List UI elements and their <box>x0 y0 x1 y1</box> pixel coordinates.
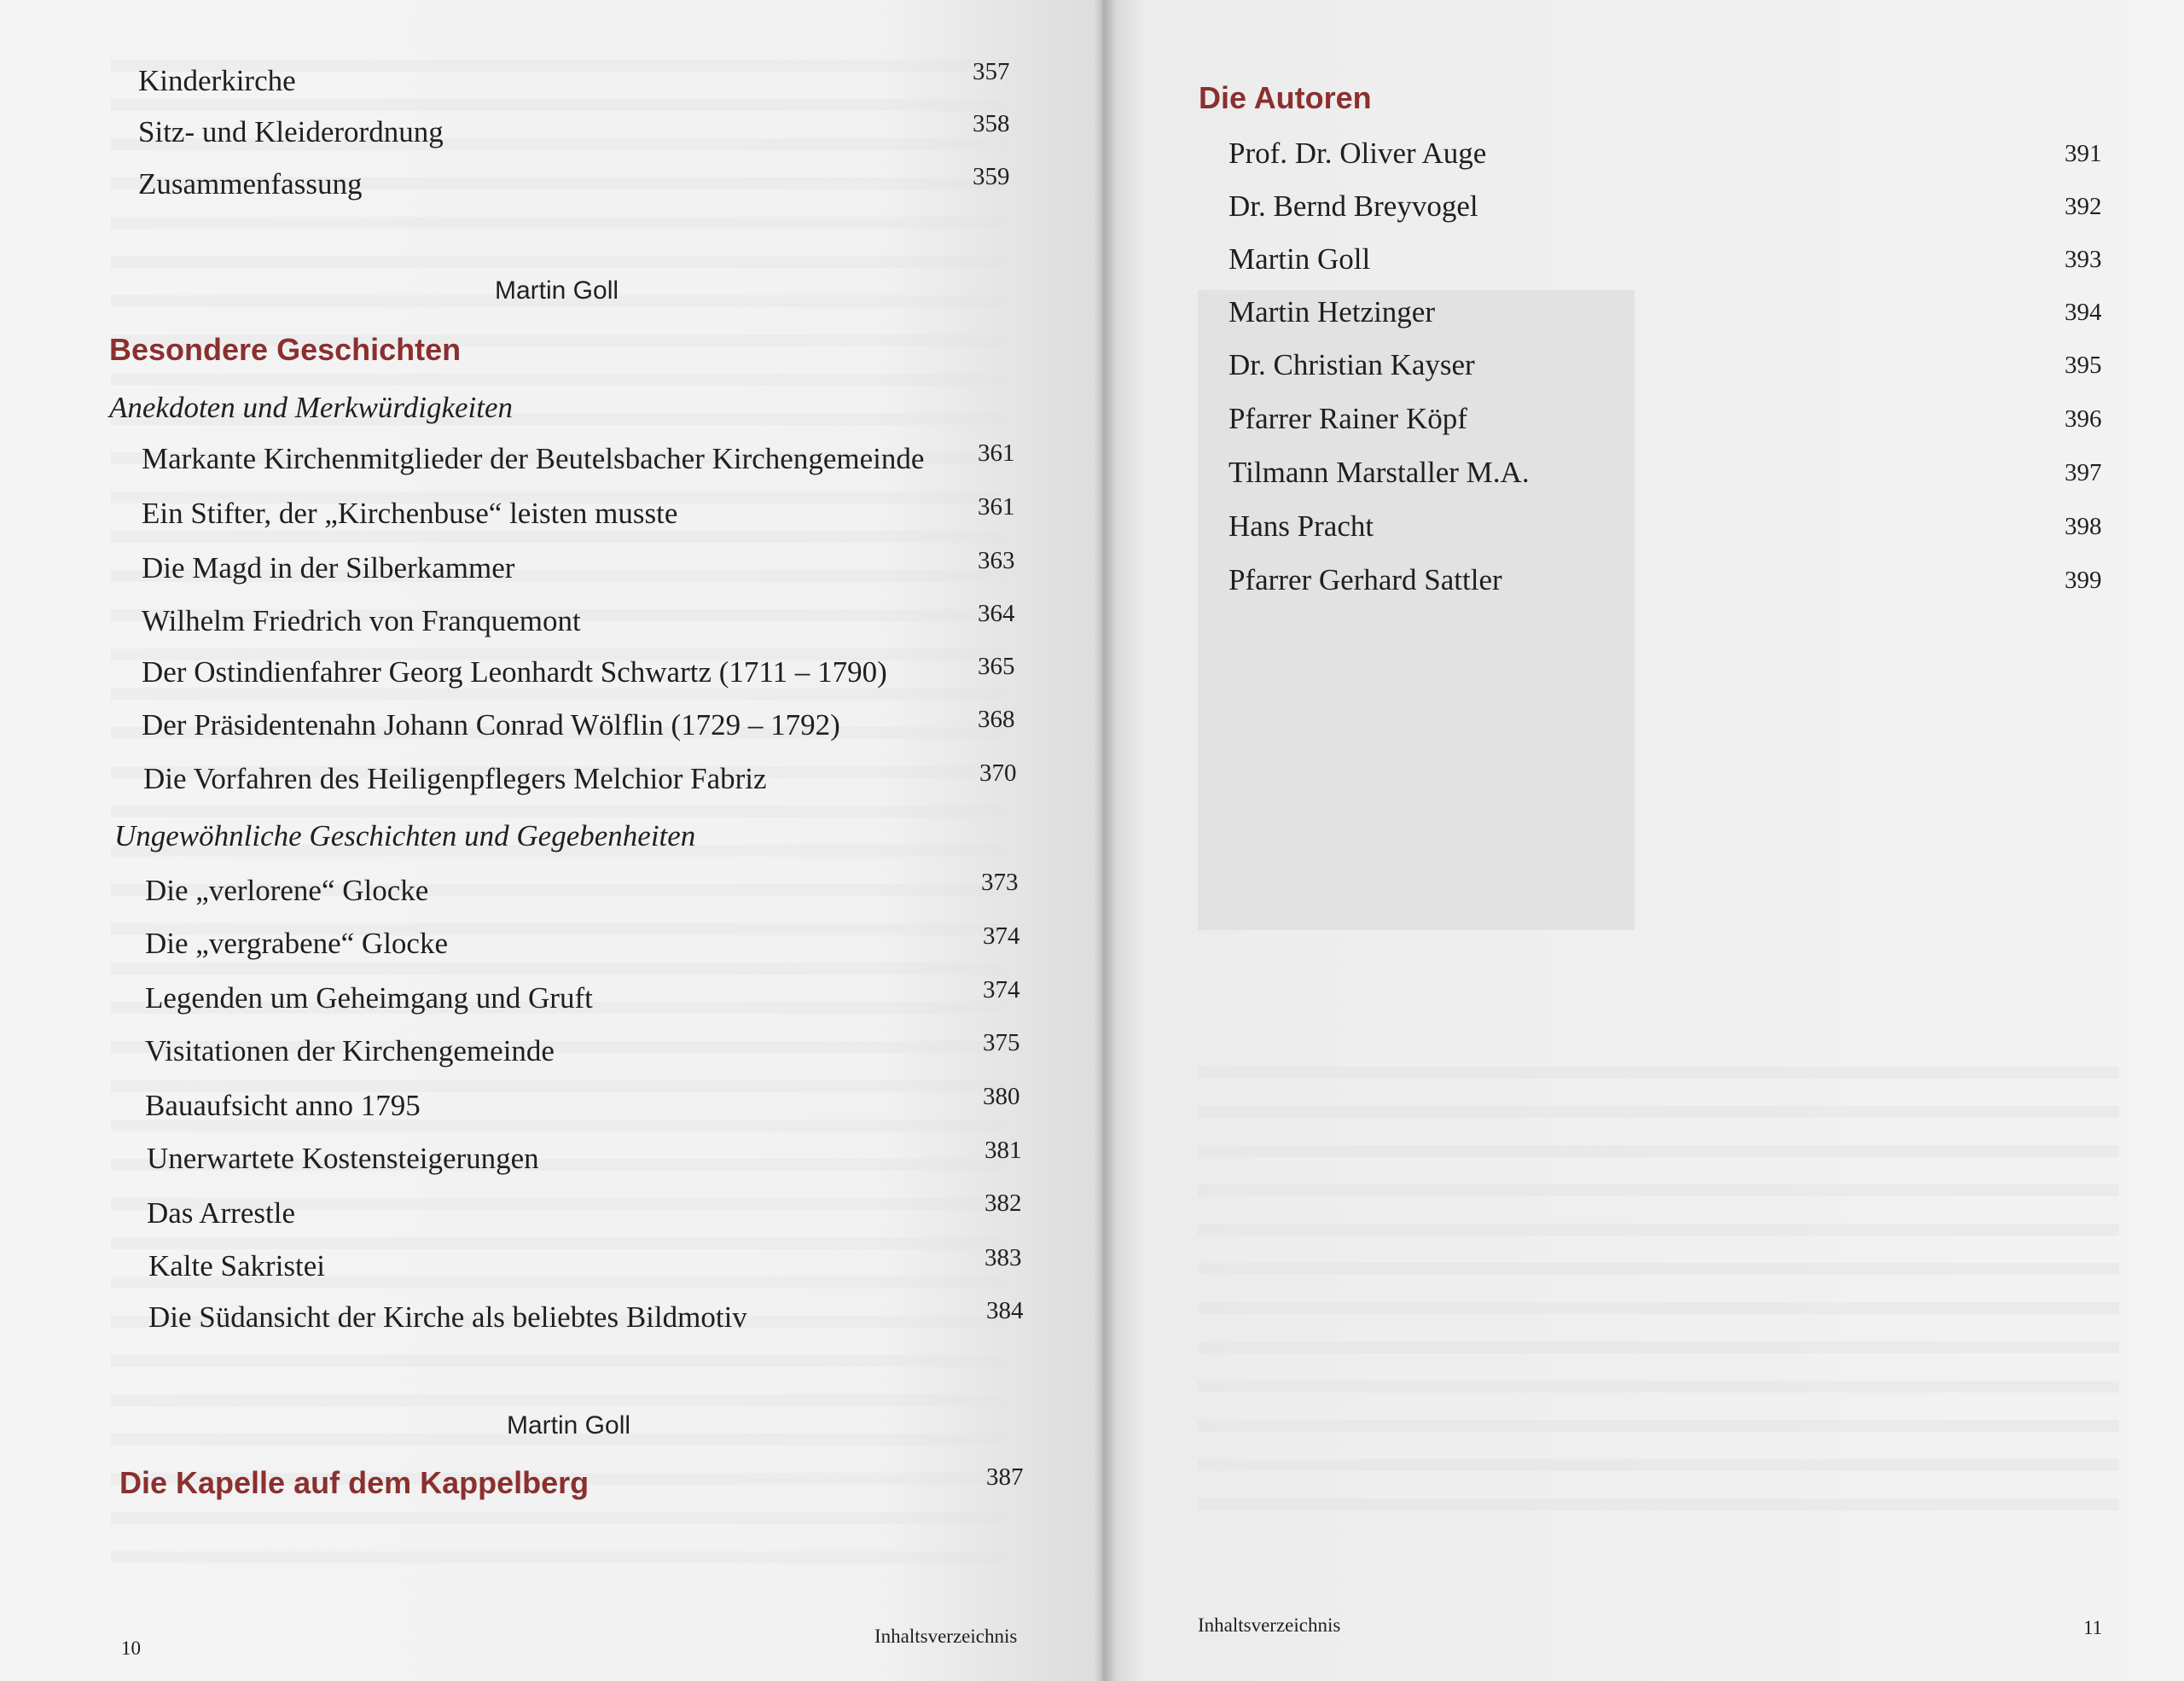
toc-entry-page: 398 <box>2065 513 2102 540</box>
toc-entry-page: 374 <box>983 976 1020 1003</box>
toc-entry-page: 392 <box>2065 193 2102 220</box>
toc-entry-page: 393 <box>2065 246 2102 273</box>
toc-entry-label[interactable]: Die „vergrabene“ Glocke <box>145 927 448 960</box>
author-name: Martin Goll <box>495 276 619 305</box>
toc-entry-page: 361 <box>978 439 1015 467</box>
toc-entry-page: 364 <box>978 600 1015 627</box>
toc-entry-label[interactable]: Pfarrer Rainer Köpf <box>1228 402 1467 435</box>
toc-entry-label[interactable]: Wilhelm Friedrich von Franquemont <box>142 604 581 637</box>
toc-entry-label[interactable]: Ein Stifter, der „Kirchenbuse“ leisten musste <box>142 497 678 530</box>
toc-entry-label[interactable]: Zusammenfassung <box>138 167 363 201</box>
page-number: 10 <box>121 1637 141 1659</box>
toc-entry-page: 391 <box>2065 140 2102 167</box>
toc-entry-page: 365 <box>978 653 1015 680</box>
show-through-text <box>1198 1067 2119 1510</box>
toc-entry-page: 383 <box>985 1244 1022 1271</box>
toc-entry-page: 380 <box>983 1083 1020 1110</box>
toc-entry-page: 395 <box>2065 352 2102 379</box>
subsection-heading[interactable]: Anekdoten und Merkwürdigkeiten <box>109 391 513 424</box>
toc-entry-page: 370 <box>979 759 1017 787</box>
toc-entry-page: 357 <box>973 58 1010 85</box>
right-page <box>1102 0 2184 1681</box>
book-gutter-shadow <box>1094 0 1116 1681</box>
toc-entry-page: 375 <box>983 1029 1020 1056</box>
toc-entry-label[interactable]: Martin Goll <box>1228 242 1371 276</box>
toc-entry-label[interactable]: Der Ostindienfahrer Georg Leonhardt Schwartz (1711 – 1790) <box>142 655 887 689</box>
toc-entry-page: 387 <box>986 1463 1024 1491</box>
toc-entry-label[interactable]: Legenden um Geheimgang und Gruft <box>145 981 593 1015</box>
toc-entry-label[interactable]: Hans Pracht <box>1228 509 1374 543</box>
running-footer: Inhaltsverzeichnis <box>874 1626 1018 1647</box>
toc-entry-page: 368 <box>978 706 1015 733</box>
toc-entry-label[interactable]: Dr. Christian Kayser <box>1228 348 1475 381</box>
section-heading[interactable]: Die Autoren <box>1199 80 1372 115</box>
show-through-image <box>1198 290 1635 930</box>
toc-entry-label[interactable]: Tilmann Marstaller M.A. <box>1228 456 1530 489</box>
toc-entry-page: 381 <box>985 1137 1022 1164</box>
toc-entry-label[interactable]: Das Arrestle <box>147 1196 295 1230</box>
toc-entry-label[interactable]: Visitationen der Kirchengemeinde <box>145 1034 555 1067</box>
show-through-heading: ⠀⠀⠀⠀⠀⠀⠀⠀⠀⠀⠀⠀⠀⠀ <box>597 103 971 141</box>
toc-entry-label[interactable]: Kalte Sakristei <box>148 1249 326 1283</box>
section-heading[interactable]: Die Kapelle auf dem Kappelberg <box>119 1465 590 1500</box>
toc-entry-page: 382 <box>985 1189 1022 1217</box>
toc-entry-page: 397 <box>2065 459 2102 486</box>
toc-entry-page: 373 <box>981 869 1019 896</box>
toc-entry-label[interactable]: Der Präsidentenahn Johann Conrad Wölflin (1729 – 1792) <box>142 708 840 742</box>
toc-entry-page: 361 <box>978 493 1015 521</box>
toc-entry-label[interactable]: Die „verlorene“ Glocke <box>145 874 429 907</box>
toc-entry-page: 396 <box>2065 405 2102 433</box>
toc-entry-page: 399 <box>2065 567 2102 594</box>
toc-entry-label[interactable]: Kinderkirche <box>138 64 296 97</box>
toc-entry-label[interactable]: Markante Kirchenmitglieder der Beutelsbacher Kirchengemeinde <box>142 442 925 475</box>
toc-entry-label[interactable]: Unerwartete Kostensteigerungen <box>147 1142 539 1175</box>
toc-entry-label[interactable]: Martin Hetzinger <box>1228 295 1435 329</box>
toc-entry-page: 374 <box>983 922 1020 950</box>
toc-entry-page: 384 <box>986 1297 1024 1324</box>
section-heading[interactable]: Besondere Geschichten <box>109 332 462 367</box>
toc-entry-label[interactable]: Prof. Dr. Oliver Auge <box>1228 137 1487 170</box>
running-footer: Inhaltsverzeichnis <box>1198 1614 1341 1636</box>
toc-entry-label[interactable]: Die Vorfahren des Heiligenpflegers Melchior Fabriz <box>143 762 767 795</box>
toc-entry-label[interactable]: Sitz- und Kleiderordnung <box>138 115 444 148</box>
toc-entry-label[interactable]: Bauaufsicht anno 1795 <box>145 1089 421 1122</box>
toc-entry-page: 394 <box>2065 299 2102 326</box>
toc-entry-label[interactable]: Die Südansicht der Kirche als beliebtes Bildmotiv <box>148 1300 747 1334</box>
author-name: Martin Goll <box>507 1411 631 1440</box>
toc-entry-label[interactable]: Die Magd in der Silberkammer <box>142 551 515 585</box>
page-number: 11 <box>2083 1617 2103 1638</box>
toc-entry-page: 363 <box>978 547 1015 574</box>
toc-entry-page: 359 <box>973 163 1010 190</box>
toc-entry-page: 358 <box>973 110 1010 137</box>
subsection-heading[interactable]: Ungewöhnliche Geschichten und Gegebenheiten <box>114 819 696 852</box>
toc-entry-label[interactable]: Pfarrer Gerhard Sattler <box>1228 563 1502 596</box>
toc-entry-label[interactable]: Dr. Bernd Breyvogel <box>1228 189 1478 223</box>
